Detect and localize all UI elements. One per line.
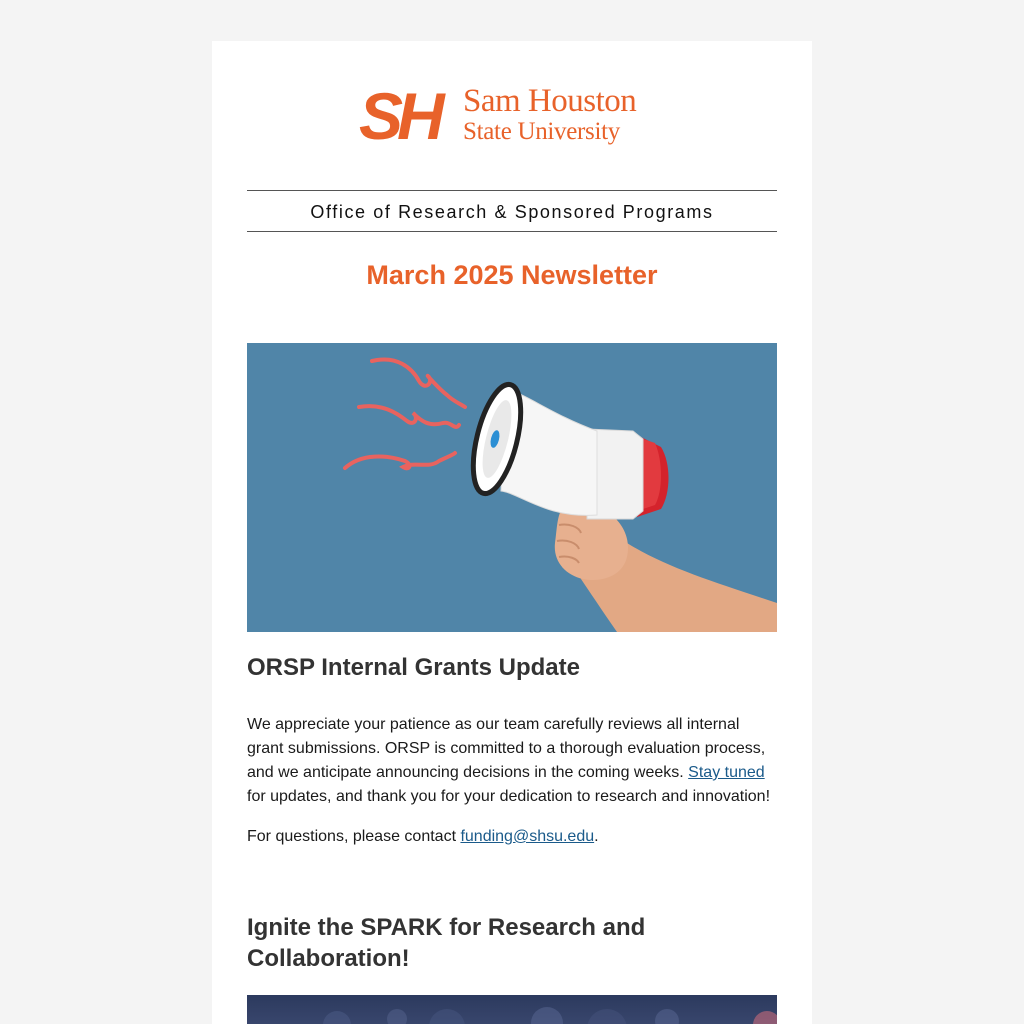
office-name-bar: Office of Research & Sponsored Programs — [247, 190, 777, 232]
paragraph-text: for updates, and thank you for your dedication to research and innovation! — [247, 788, 771, 805]
paragraph-text: For questions, please contact — [247, 828, 461, 845]
funding-email-link[interactable]: funding@shsu.edu — [460, 828, 595, 845]
logo-line-2: State University — [463, 118, 620, 145]
sound-waves — [345, 359, 465, 468]
shsu-logo[interactable] — [357, 81, 669, 151]
spark-image-graphic — [247, 995, 777, 1024]
contact-paragraph — [247, 825, 777, 849]
section-title-spark: Ignite the SPARK for Research and Collaboration! — [247, 914, 646, 972]
section-title-internal-grants: ORSP Internal Grants Update — [247, 654, 580, 681]
internal-grants-paragraph — [247, 713, 777, 809]
logo-line-1: Sam Houston — [463, 83, 637, 119]
newsletter-title: March 2025 Newsletter — [366, 260, 658, 290]
newsletter-card — [212, 41, 812, 1024]
stay-tuned-link[interactable]: Stay tuned — [688, 764, 765, 781]
spark-image[interactable] — [247, 995, 777, 1024]
sh-monogram-text: SH — [359, 81, 439, 149]
logo-wordmark — [463, 85, 636, 144]
sh-monogram-icon — [357, 81, 449, 149]
hero-image[interactable] — [247, 343, 777, 632]
paragraph-text: . — [594, 828, 599, 845]
megaphone-icon — [247, 343, 777, 632]
paragraph-text: We appreciate your patience as our team carefully reviews all internal grant submissions. ORSP is committed to a thorough evaluation process, and we anticipate announcing decisions in the coming weeks. — [247, 716, 766, 781]
